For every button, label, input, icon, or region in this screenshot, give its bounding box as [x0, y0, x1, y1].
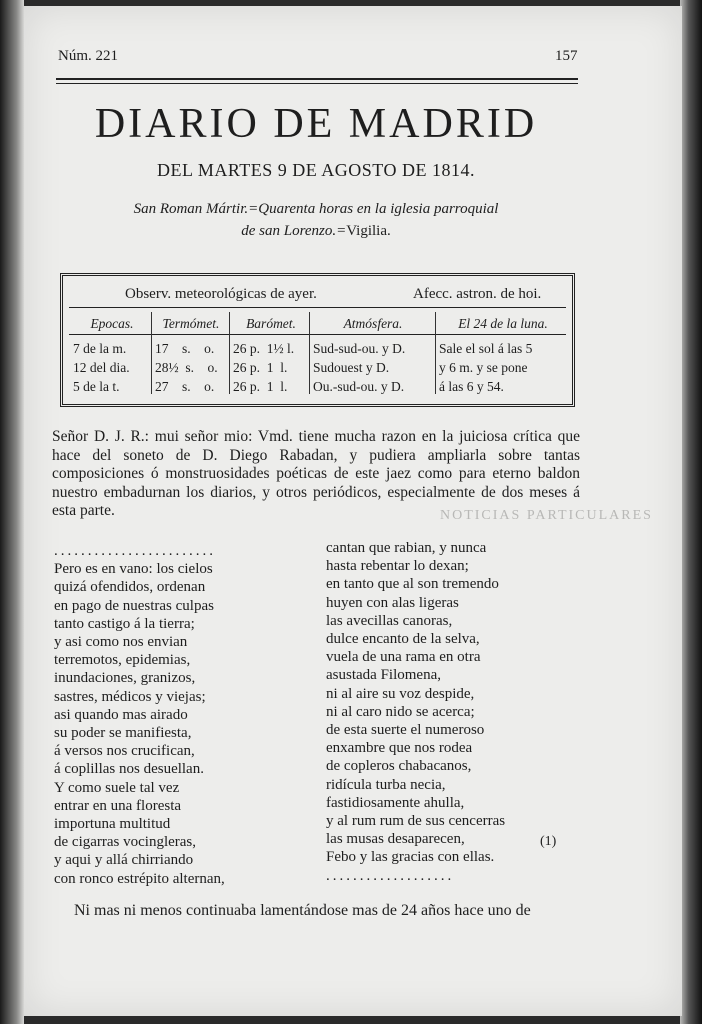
- weather-header-rule: [69, 307, 566, 308]
- poem-left-column: [54, 542, 225, 888]
- poem-line: fastidiosamente ahulla,: [326, 794, 465, 811]
- poem-line: ridícula turba necia,: [326, 776, 446, 793]
- atmosfera-row-3: Ou.-sud-ou. y D.: [313, 379, 405, 394]
- poem-line: asustada Filomena,: [326, 667, 441, 684]
- footnote-mark: (1): [540, 834, 557, 849]
- col-divider: [435, 312, 436, 394]
- poem-line: en tanto que al son tremendo: [326, 576, 499, 593]
- poem-line: dulce encanto de la selva,: [326, 631, 480, 648]
- poem-line: á coplillas nos desuellan.: [54, 761, 204, 778]
- poem-line: huyen con alas ligeras: [326, 594, 459, 611]
- luna-row-3: á las 6 y 54.: [439, 379, 504, 394]
- poem-line: terremotos, epidemias,: [54, 652, 191, 669]
- closing-line: Ni mas ni menos continuaba lamentándose mas de 24 años hace uno de: [74, 902, 531, 919]
- poem-line: su poder se manifiesta,: [54, 725, 192, 742]
- epocas-row-3: 5 de la t.: [73, 379, 120, 394]
- poem-line: de esta suerte el numeroso: [326, 722, 485, 739]
- atmosfera-row-1: Sud-sud-ou. y D.: [313, 341, 406, 356]
- poem-line: vuela de una rama en otra: [326, 649, 481, 666]
- col-divider: [309, 312, 310, 394]
- poem-ellipsis: ........................: [54, 543, 216, 559]
- col-epocas: [73, 314, 151, 396]
- poem-line: Pero es en vano: los cielos: [54, 561, 213, 578]
- col-atmosfera: [313, 314, 433, 396]
- poem-line: asi quando mas airado: [54, 706, 188, 723]
- poem-line: y aqui y allá chirriando: [54, 852, 194, 869]
- poem-line: sastres, médicos y viejas;: [54, 688, 206, 705]
- page-number: 157: [555, 48, 578, 64]
- poem-line: ni al aire su voz despide,: [326, 685, 475, 702]
- poem-line: de copleros chabacanos,: [326, 758, 472, 775]
- epocas-row-2: 12 del dia.: [73, 360, 130, 375]
- poem-line: y al rum rum de sus cencerras: [326, 813, 506, 830]
- poem-line: enxambre que nos rodea: [326, 740, 473, 757]
- letter-paragraph: Señor D. J. R.: mui señor mio: Vmd. tiene mucha razon en la juiciosa crítica que hace del soneto de D. Diego Rabadan, y pudiera ampliarla sobre tantas composiciones ó monstruosidades poéticas de este jaez como para eterno baldon nuestro embadurnan los diarios, y otros periódicos, especialmente de dos meses á esta parte.: [52, 428, 580, 519]
- saint-of-day: [52, 198, 580, 242]
- saint-line-2-text: de san Lorenzo.=: [241, 223, 347, 239]
- poem-line: cantan que rabian, y nunca: [326, 540, 487, 556]
- poem-line: á versos nos crucifican,: [54, 743, 195, 760]
- weather-title-right: Afecc. astron. de hoi.: [413, 286, 542, 302]
- poem-line: hasta rebentar lo dexan;: [326, 558, 469, 575]
- col-divider: [229, 312, 230, 394]
- col-epocas-header: Epocas.: [90, 316, 134, 331]
- poem-line: ni al caro nido se acerca;: [326, 703, 475, 720]
- saint-line-2: [52, 220, 580, 242]
- col-divider: [151, 312, 152, 394]
- top-rule-thick: [56, 78, 578, 80]
- barometro-row-3: 26 p. 1 l.: [233, 379, 288, 394]
- poem-line: en pago de nuestras culpas: [54, 597, 214, 614]
- col-luna-header: El 24 de la luna.: [458, 316, 548, 331]
- termometro-row-1: 17 s. o.: [155, 341, 215, 356]
- top-rule-thin: [56, 83, 578, 84]
- poem-right-column: [326, 539, 505, 885]
- poem-ellipsis: ...................: [326, 867, 455, 884]
- termometro-row-2: 28½ s. o.: [155, 360, 218, 375]
- luna-row-1: Sale el sol á las 5: [439, 341, 533, 356]
- poem-line: con ronco estrépito alternan,: [54, 870, 225, 887]
- poem-line: quizá ofendidos, ordenan: [54, 579, 206, 596]
- weather-title-left: Observ. meteorológicas de ayer.: [125, 286, 317, 302]
- col-barometro-header: Barómet.: [246, 316, 296, 331]
- barometro-row-2: 26 p. 1 l.: [233, 360, 288, 375]
- poem-line: las musas desaparecen,: [326, 831, 465, 848]
- poem-line: Y como suele tal vez: [54, 779, 180, 796]
- col-termometro-header: Termómet.: [162, 316, 220, 331]
- poem-line: inundaciones, granizos,: [54, 670, 196, 687]
- poem-line: las avecillas canoras,: [326, 612, 453, 629]
- atmosfera-row-2: Sudouest y D.: [313, 360, 390, 375]
- col-barometro: [233, 314, 309, 396]
- poem-line: entrar en una floresta: [54, 797, 182, 814]
- issue-number: Núm. 221: [58, 48, 118, 64]
- issue-date: DEL MARTES 9 DE AGOSTO DE 1814.: [157, 160, 475, 180]
- poem-line: y asi como nos envian: [54, 634, 188, 651]
- vigil-label: Vigilia.: [346, 223, 391, 239]
- luna-row-2: y 6 m. y se pone: [439, 360, 528, 375]
- masthead-title: DIARIO DE MADRID: [94, 101, 538, 147]
- termometro-row-3: 27 s. o.: [155, 379, 215, 394]
- weather-table: [60, 273, 575, 407]
- poem-line: tanto castigo á la tierra;: [54, 615, 195, 632]
- saint-line-1: San Roman Mártir.=Quarenta horas en la iglesia parroquial: [133, 201, 499, 217]
- col-atmosfera-header: Atmósfera.: [343, 316, 403, 331]
- poem-line: importuna multitud: [54, 816, 171, 833]
- col-termometro: [155, 314, 227, 396]
- bleed-through-text: NOTICIAS PARTICULARES: [440, 508, 653, 523]
- epocas-row-1: 7 de la m.: [73, 341, 127, 356]
- poem-line: Febo y las gracias con ellas.: [326, 849, 495, 866]
- poem-line: de cigarras vocingleras,: [54, 834, 197, 851]
- barometro-row-1: 26 p. 1½ l.: [233, 341, 295, 356]
- col-luna: [439, 314, 567, 396]
